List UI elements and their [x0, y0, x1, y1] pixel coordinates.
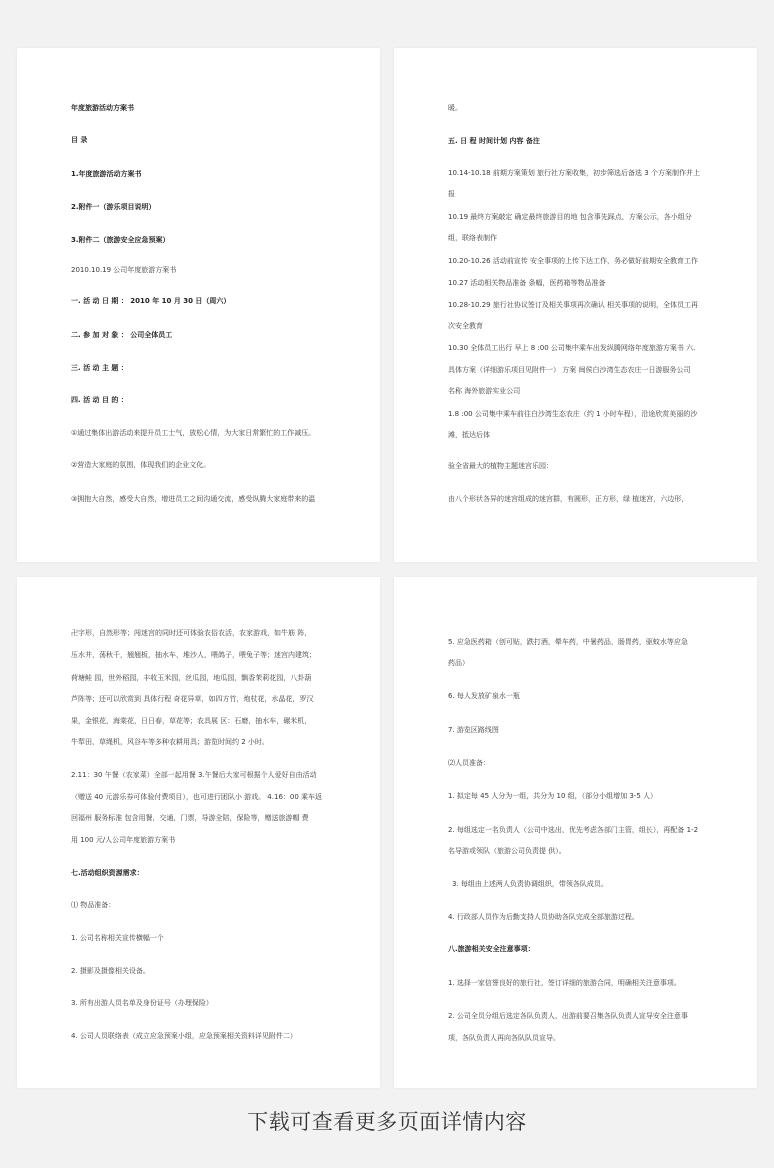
document-page-3: [17, 577, 380, 1088]
text-line: 暖。: [448, 104, 462, 112]
text-line: 2. 每组选定一名负责人（公司中选出，优先考虑各部门主管，组长），再配备 1-2: [448, 826, 699, 834]
text-line: 10.30 全体员工出行 早上 8 :00 公司集中乘车出发纵腾网络年度旅游方案书 六.: [448, 344, 696, 352]
download-more-hint[interactable]: 下载可查看更多页面详情内容: [247, 1110, 527, 1134]
section-heading: 目 录: [71, 136, 88, 144]
text-line: 由八个形状各异的迷宫组成的迷宫群，有圆形，正方形，绿 植迷宫，六边形，: [448, 495, 689, 503]
text-line: 回福州 服务标准 包含用餐，交通，门票，导游全陪，保险等，赠送旅游帽 费: [71, 814, 309, 822]
text-line: 10.20-10.26 活动前宣传 安全事项的上传下达工作，务必做好前期安全教育工作: [448, 257, 699, 265]
text-line: 2. 公司全员分组后选定各队负责人，出游前要召集各队负责人宣导安全注意事: [448, 1012, 688, 1020]
section-heading: 1.年度旅游活动方案书: [71, 170, 142, 178]
section-heading: 四. 活 动 目 的 ：: [71, 396, 128, 404]
document-page-2: [394, 48, 757, 562]
text-line: 6. 每人发放矿泉水一瓶: [448, 692, 520, 700]
text-line: 药品）: [448, 659, 469, 667]
text-line: 1. 选择一家信誉良好的旅行社，签订详细的旅游合同，明确相关注意事项。: [448, 979, 681, 987]
text-line: 芦阵等；还可以欣赏到 具体行程 奇花异草，如四方竹，炮杖花，水晶花，罗汉: [71, 695, 314, 703]
section-heading: 2.附件一（游乐项目说明）: [71, 203, 156, 211]
text-line: 荷塘鲑 园，世外稻园，丰收玉米园，丝瓜园，地瓜园，飘香茉莉花园，八卦葫: [71, 674, 312, 682]
text-line: 2010.10.19 公司年度旅游方案书: [71, 266, 177, 274]
text-line: 滩，抵达后体: [448, 431, 490, 439]
text-line: 1.8 :00 公司集中乘车前往白沙湾生态农庄（约 1 小时车程），沿途欣赏美丽的沙: [448, 410, 698, 418]
text-line: 组，联络表制作: [448, 234, 497, 242]
text-line: ①通过集体出游活动来提升员工士气，放松心情，为大家日常繁忙的工作减压。: [71, 429, 316, 437]
section-heading: 3.附件二（旅游安全应急预案）: [71, 236, 170, 244]
text-line: 1. 拟定每 45 人分为一组，共分为 10 组，（部分小组增加 3-5 人）: [448, 792, 658, 800]
section-heading: 八.旅游相关安全注意事项：: [448, 945, 535, 953]
text-line: 2. 摄影及摄像相关设备。: [71, 967, 150, 975]
text-line: ⑴ 物品准备：: [71, 901, 116, 909]
text-line: 3. 所有出游人员名单及身份证号（办理保险）: [71, 999, 213, 1007]
section-heading: 七.活动组织资源需求：: [71, 869, 144, 877]
text-line: 1. 公司名称相关宣传横幅一个: [71, 934, 164, 942]
text-line: 3. 每组由上述两人负责协调组织，带领各队成员。: [452, 880, 608, 888]
text-line: 5. 应急医药箱（创可贴，跌打酒，晕车药，中暑药品，肠胃药，驱蚊水等应急: [448, 638, 688, 646]
text-line: 压水井，荡秋千，翘翘板，抽水车，堆沙人，喂鸽子，喂兔子等；迷宫内建筑；: [71, 651, 316, 659]
text-line: ⑵人员准备：: [448, 759, 490, 767]
text-line: 10.27 活动相关物品准备 条幅，医药箱等物品准备: [448, 279, 606, 287]
section-heading: 年度旅游活动方案书: [71, 104, 134, 112]
text-line: 卍字形，自然形等；闯迷宫的同时还可体验农俗农活，农家游戏，如牛筋 阵，: [71, 629, 312, 637]
text-line: 用 100 元/人公司年度旅游方案书: [71, 836, 176, 844]
text-line: 7. 游览区路线图: [448, 726, 499, 734]
section-heading: 二. 参 加 对 象 ： 公司全体员工: [71, 331, 173, 339]
text-line: 4. 公司人员联络表（成立应急预案小组，应急预案相关资料详见附件二）: [71, 1032, 297, 1040]
text-line: 10.28-10.29 旅行社协议签订及相关事项再次确认 相关事项的说明，全体员工再: [448, 301, 699, 309]
text-line: 名导游或领队（旅游公司负责提 供）。: [448, 847, 566, 855]
text-line: 10.14-10.18 前期方案策划 旅行社方案收集，初步筛选后备选 3 个方案制作并上: [448, 169, 700, 177]
section-heading: 一. 活 动 日 期 ： 2010 年 10 月 30 日（周六）: [71, 297, 231, 305]
section-heading: 三. 活 动 主 题 ：: [71, 364, 128, 372]
text-line: 4. 行政部人员作为后勤支持人员协助各队完成全部旅游过程。: [448, 913, 639, 921]
text-line: （赠送 40 元游乐券可体验付费项目），也可进行团队小 游戏。 4.16：00 乘车返: [71, 793, 323, 801]
text-line: 10.19 最终方案敲定 确定最终旅游目的地 包含事先踩点，方案公示，各小组分: [448, 213, 692, 221]
section-heading: 五. 日 程 时间计划 内容 备注: [448, 137, 540, 145]
text-line: 次安全教育: [448, 322, 483, 330]
text-line: 报: [448, 190, 455, 198]
document-page-4: [394, 577, 757, 1088]
text-line: 验全省最大的植物主题迷宫乐园：: [448, 462, 553, 470]
document-page-1: [17, 48, 380, 562]
text-line: 具体方案（详细游乐项目见附件一） 方案 闽侯白沙湾生态农庄一日游服务公司: [448, 366, 691, 374]
text-line: 牛犁田，草绳机，风谷车等多种农耕用具；游览时间约 2 小时。: [71, 738, 269, 746]
text-line: 2.11：30 午餐（农家菜）全部一起用餐 3.午餐后大家可根据个人爱好自由活动: [71, 771, 317, 779]
text-line: ②营造大家庭的氛围，体现我们的企业文化。: [71, 461, 211, 469]
text-line: 名称 海外旅游实业公司: [448, 387, 521, 395]
text-line: 果，金银花，海棠花，日日春，草花等；农具展 区：石磨，抽水车，碾米机，: [71, 717, 312, 725]
text-line: 项，各队负责人再向各队队员宣导。: [448, 1034, 560, 1042]
text-line: ③拥抱大自然，感受大自然，增进员工之间沟通交流，感受纵腾大家庭带来的温: [71, 495, 316, 503]
